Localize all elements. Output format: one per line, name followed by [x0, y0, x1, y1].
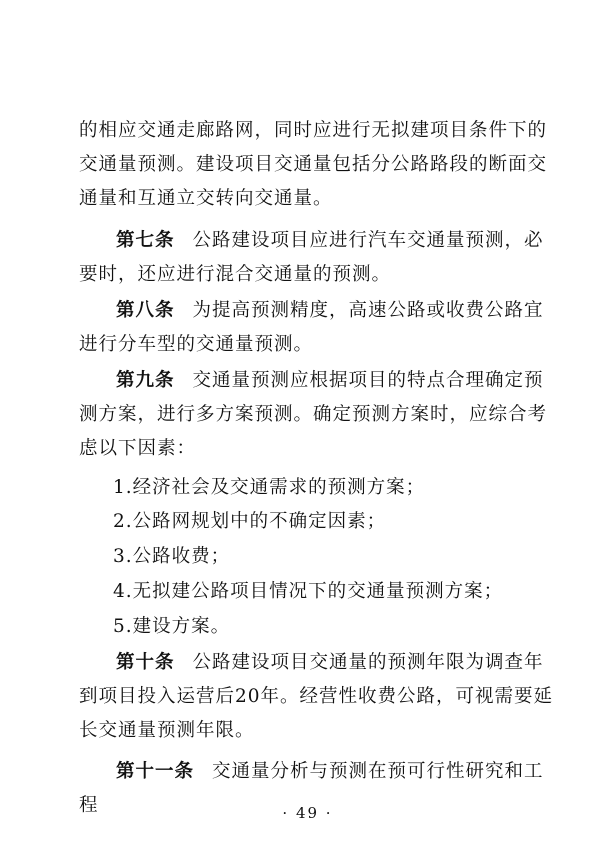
- article-9: [79, 364, 559, 466]
- article-7-text: 公路建设项目应进行汽车交通量预测，必要时，还应进行混合交通量的预测。: [79, 230, 544, 285]
- continuation-text: 的相应交通走廊路网，同时应进行无拟建项目条件下的交通量预测。建设项目交通量包括分公路路段的断面交通量和互通立交转向交通量。: [79, 120, 548, 209]
- article-8: [79, 294, 559, 362]
- article-11-heading: 第十一条: [116, 761, 195, 782]
- continuation-paragraph: [79, 114, 559, 216]
- article-7-heading: 第七条: [116, 230, 175, 251]
- article-7: [79, 224, 559, 292]
- factor-item-2: 2.公路网规划中的不确定因素；: [113, 511, 387, 532]
- factor-item-1: 1.经济社会及交通需求的预测方案；: [113, 477, 426, 498]
- article-10-heading: 第十条: [116, 652, 175, 673]
- article-9-heading: 第九条: [116, 370, 175, 391]
- article-10: [79, 646, 559, 748]
- factor-item-3: 3.公路收费；: [113, 546, 231, 567]
- article-8-text: 为提高预测精度，高速公路或收费公路宜进行分车型的交通量预测。: [79, 300, 544, 355]
- factor-item-4: 4.无拟建公路项目情况下的交通量预测方案；: [113, 581, 504, 602]
- page-number: · 49 ·: [282, 804, 333, 822]
- article-9-text: 交通量预测应根据项目的特点合理确定预测方案，进行多方案预测。确定预测方案时，应综合考虑以下因素：: [79, 370, 548, 459]
- article-10-text: 公路建设项目交通量的预测年限为调查年到项目投入运营后20年。经营性收费公路，可视需要延长交通量预测年限。: [79, 652, 554, 741]
- article-8-heading: 第八条: [116, 300, 175, 321]
- factor-item-5: 5.建设方案。: [113, 616, 231, 637]
- article-11-text: 交通量分析与预测在预可行性研究和工程: [79, 761, 544, 816]
